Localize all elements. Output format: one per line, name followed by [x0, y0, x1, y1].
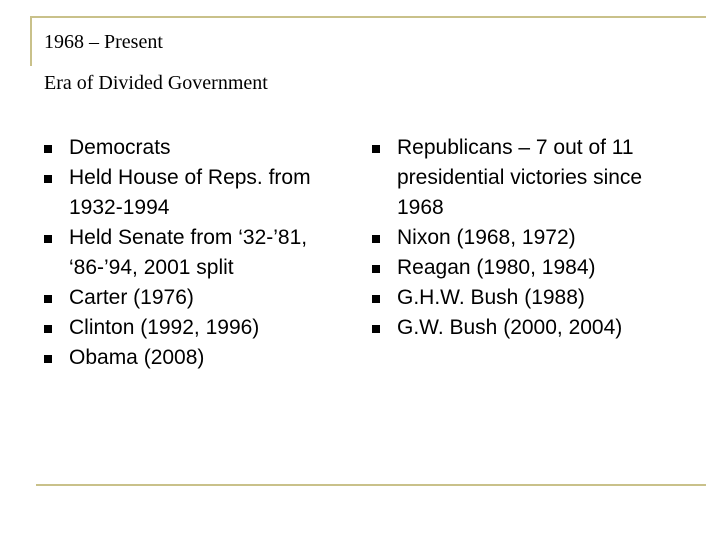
slide-subtitle: Era of Divided Government — [44, 72, 268, 94]
list-item — [44, 223, 344, 283]
list-item-text: Held Senate from ‘32-’81, ‘86-’94, 2001 split — [69, 226, 308, 279]
republicans-list — [372, 133, 682, 343]
list-item — [44, 313, 344, 343]
list-item-text: Democrats — [69, 136, 171, 159]
list-item — [44, 343, 344, 373]
top-rule — [30, 16, 706, 18]
square-bullet-icon — [372, 235, 380, 243]
list-item — [44, 283, 344, 313]
slide-title: 1968 – Present — [44, 31, 163, 53]
list-item-text: Obama (2008) — [69, 346, 205, 369]
list-item-text: Carter (1976) — [69, 286, 194, 309]
list-item — [372, 313, 682, 343]
list-item-text: Reagan (1980, 1984) — [397, 256, 596, 279]
square-bullet-icon — [44, 295, 52, 303]
list-item-text: Clinton (1992, 1996) — [69, 316, 260, 339]
list-item — [372, 223, 682, 253]
list-item-text: G.W. Bush (2000, 2004) — [397, 316, 623, 339]
list-item — [372, 283, 682, 313]
square-bullet-icon — [44, 325, 52, 333]
square-bullet-icon — [44, 235, 52, 243]
list-item — [44, 163, 344, 223]
square-bullet-icon — [372, 295, 380, 303]
bottom-rule — [36, 484, 706, 486]
square-bullet-icon — [372, 145, 380, 153]
square-bullet-icon — [44, 355, 52, 363]
list-item-text: Republicans – 7 out of 11 presidential victories since 1968 — [397, 136, 643, 219]
list-item-text: G.H.W. Bush (1988) — [397, 286, 585, 309]
list-item-text: Nixon (1968, 1972) — [397, 226, 576, 249]
list-item — [44, 133, 344, 163]
list-item-text: Held House of Reps. from 1932-1994 — [69, 166, 311, 219]
square-bullet-icon — [44, 145, 52, 153]
square-bullet-icon — [372, 265, 380, 273]
square-bullet-icon — [372, 325, 380, 333]
left-rule — [30, 16, 32, 66]
democrats-list — [44, 133, 344, 373]
square-bullet-icon — [44, 175, 52, 183]
list-item — [372, 133, 682, 223]
list-item — [372, 253, 682, 283]
